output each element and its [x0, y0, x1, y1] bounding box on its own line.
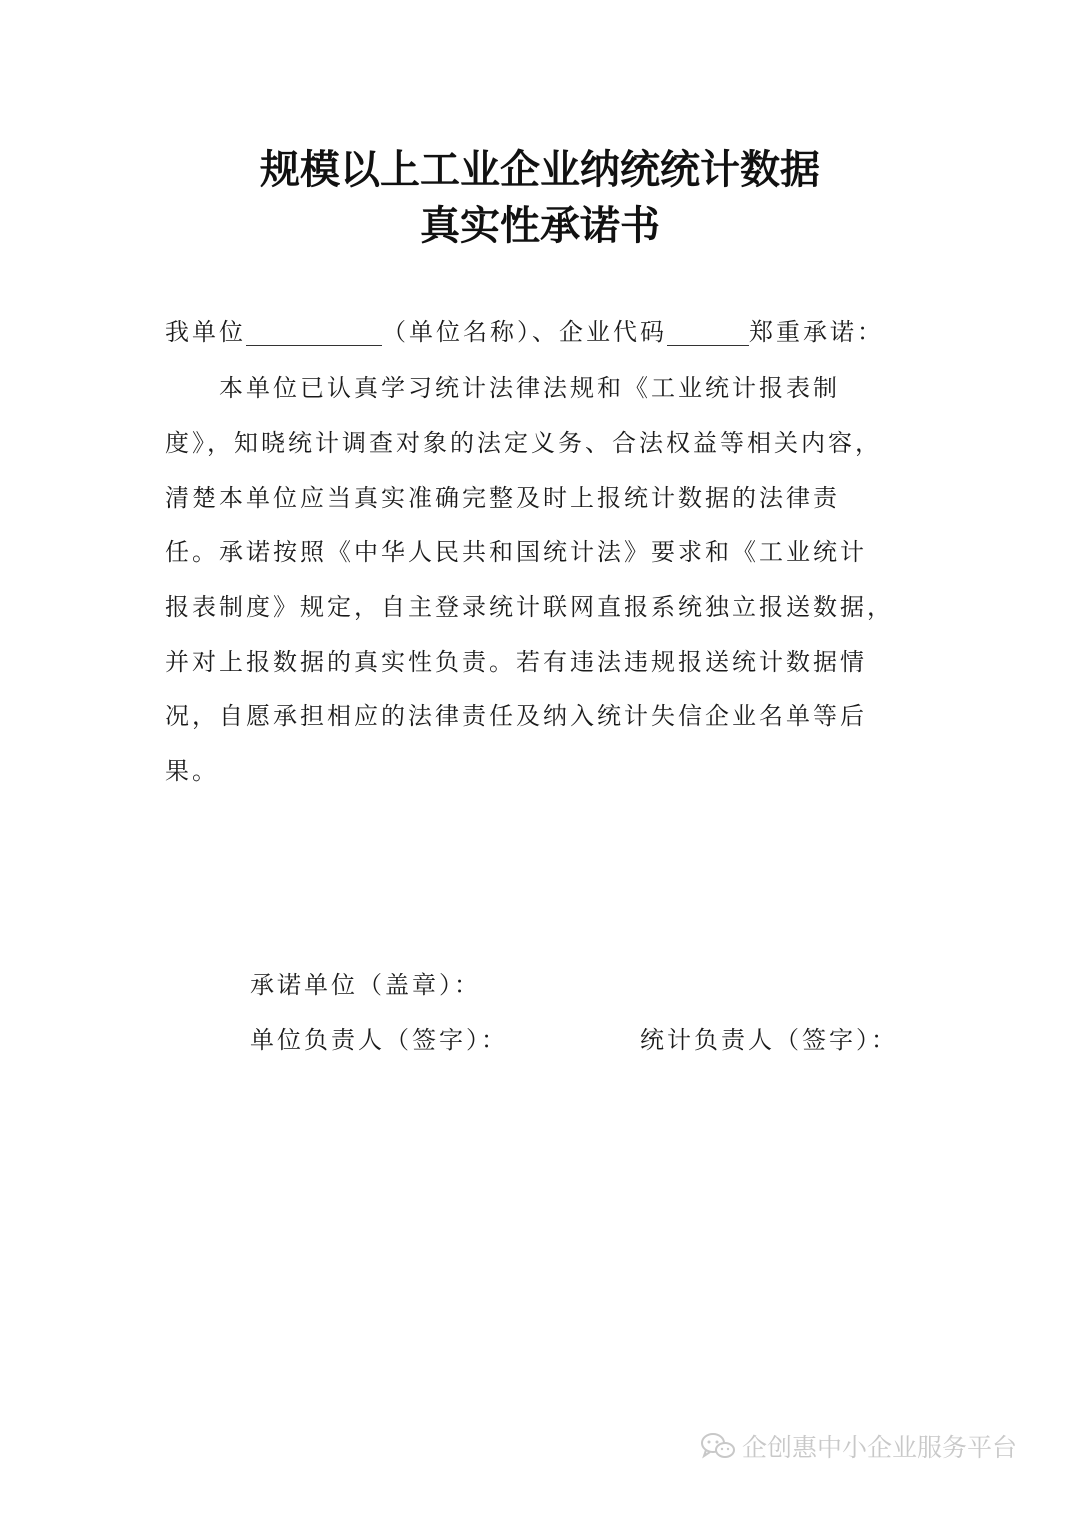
enterprise-code-blank	[667, 321, 749, 346]
paragraph-line: 度》，知晓统计调查对象的法定义务、合法权益等相关内容，	[165, 429, 882, 457]
opening-prefix: 我单位	[165, 318, 246, 346]
paragraph-line: 并对上报数据的真实性负责。若有违法违规报送统计数据情	[165, 648, 867, 676]
unit-name-blank	[246, 321, 382, 346]
wechat-icon	[700, 1431, 736, 1461]
watermark-text: 企创惠中小企业服务平台	[742, 1433, 1018, 1462]
paragraph-line: 任。承诺按照《中华人民共和国统计法》要求和《工业统计	[165, 538, 867, 566]
title-line-1: 规模以上工业企业纳统统计数据	[260, 147, 820, 193]
paragraph-line: 果。	[165, 757, 219, 785]
stat-head-signature-label: 统计负责人（签字）：	[640, 1026, 898, 1054]
watermark	[700, 1428, 1017, 1464]
paragraph-line: 清楚本单位应当真实准确完整及时上报统计数据的法律责	[165, 484, 840, 512]
title-line-2: 真实性承诺书	[420, 203, 660, 249]
paragraph-line: 本单位已认真学习统计法律法规和《工业统计报表制	[165, 374, 840, 402]
paragraph-line: 况，自愿承担相应的法律责任及纳入统计失信企业名单等后	[165, 702, 867, 730]
paragraph-line: 报表制度》规定，自主登录统计联网直报系统独立报送数据，	[165, 593, 894, 621]
opening-middle: （单位名称）、企业代码	[382, 318, 667, 346]
unit-head-signature-label: 单位负责人（签字）：	[250, 1026, 508, 1054]
unit-seal-label: 承诺单位（盖章）：	[250, 971, 481, 999]
opening-line	[165, 312, 925, 347]
opening-suffix: 郑重承诺：	[749, 318, 884, 346]
